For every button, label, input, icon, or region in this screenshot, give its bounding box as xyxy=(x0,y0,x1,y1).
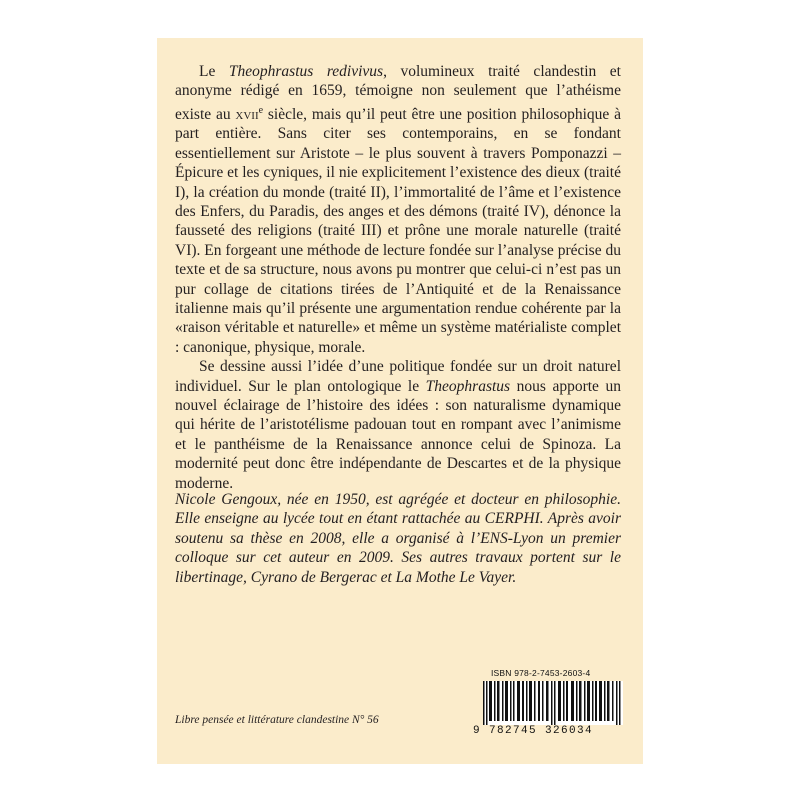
book-title-italic: Theophrastus redivivus xyxy=(228,63,384,80)
blurb-text-span: siècle, mais qu’il peut être une position philosophique à part entière. Sans citer ses contemporains, en se fondant essentiellement sur Aristote – le plus souvent à travers Pomponazzi – Épicure et les cyniques, il nie explicitement l’existence des dieux (traité I), la création du monde (traité II), l’immortalité de l’âme et l’existence des Enfers, du Paradis, des anges et des démons (traité IV), dénonce la fausseté des religions (traité III) et prône une morale naturelle (traité VI). En forgeant une méthode de lecture fondée sur l’analyse précise du texte et de sa structure, nous avons pu montrer que celui-ci n’est pas un pur collage de citations tirées de l’Antiquité et de la Renaissance italienne mais qu’il présente une argumentation rendue cohérente par la «raison véritable et naturelle» et même un système matérialiste complet : canonique, physique, morale. xyxy=(175,105,621,356)
book-title-short-italic: Theophrastus xyxy=(425,377,511,395)
blurb-text-span: Le xyxy=(199,63,229,80)
blurb-paragraph-2 xyxy=(175,357,621,493)
century-numeral: xvii xyxy=(235,105,259,123)
barcode-digits: 9 782745 326034 xyxy=(473,725,594,737)
barcode-block xyxy=(473,668,631,742)
barcode-icon xyxy=(483,681,623,725)
isbn-label: ISBN 978-2-7453-2603-4 xyxy=(491,668,591,678)
blurb-text-span: nous apporte un nouvel éclairage de l’histoire des idées : son naturalisme dynamique qui hérite de l’aristotélisme padouan tout en rompant avec l’animisme et le panthéisme de la Renaissance annonce celui de Spinoza. La modernité peut donc être indépendante de Descartes et de la physique moderne. xyxy=(175,377,621,492)
blurb-text-span: , volumineux traité clandestin et anonyme rédigé en 1659, témoigne non seulement que l’athéisme existe au xyxy=(175,63,621,123)
back-cover xyxy=(157,38,643,764)
blurb-text xyxy=(175,62,621,493)
author-bio: Nicole Gengoux, née en 1950, est agrégée et docteur en philosophie. Elle enseigne au lycée tout en étant rattachée au CERPHI. Après avoir soutenu sa thèse en 2008, elle a organisé à l’ENS-Lyon un premier colloque sur cet auteur en 2009. Ses autres travaux portent sur le libertinage, Cyrano de Bergerac et La Mothe Le Vayer. xyxy=(175,491,621,586)
century-superscript: e xyxy=(258,104,264,116)
series-label: Libre pensée et littérature clandestine N° 56 xyxy=(175,714,379,726)
blurb-paragraph-1 xyxy=(175,62,621,357)
blurb-text-span: Se dessine aussi l’idée d’une politique fondée sur un droit naturel individuel. Sur le plan ontologique le xyxy=(175,358,621,395)
